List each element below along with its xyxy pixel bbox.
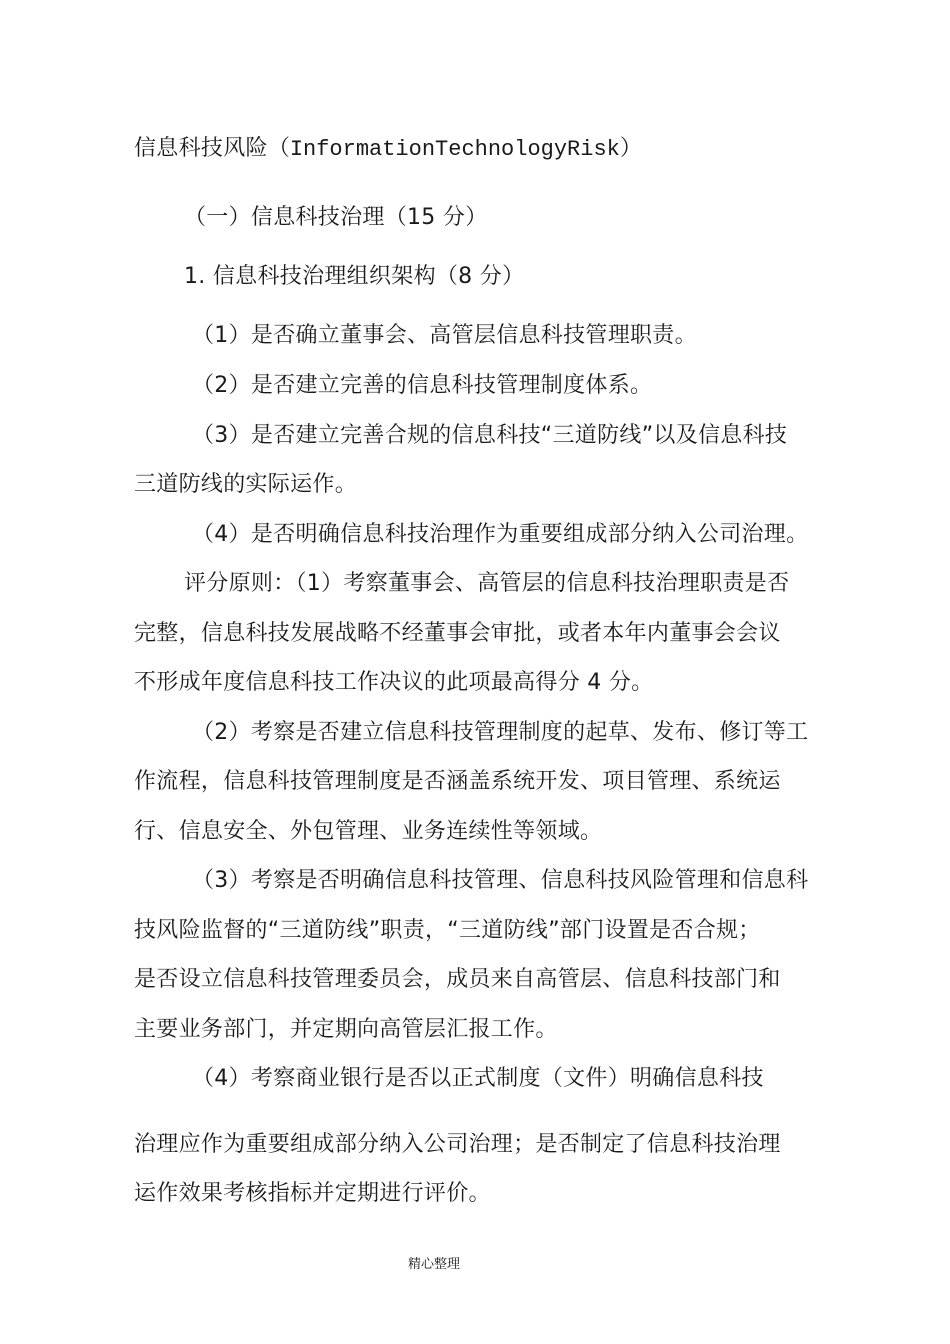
item-3: （3）是否建立完善合规的信息科技“三道防线”以及信息科技 <box>192 423 788 448</box>
item-3-continued: 三道防线的实际运作。 <box>134 472 358 497</box>
scoring-line: 评分原则：（1）考察董事会、高管层的信息科技治理职责是否 <box>184 571 790 596</box>
title-chinese: 信息科技风险 <box>134 136 268 161</box>
subsection-heading: 1. 信息科技治理组织架构（8 分） <box>184 264 525 289</box>
scoring-line: 完整，信息科技发展战略不经董事会审批，或者本年内董事会会议 <box>134 621 781 646</box>
scoring-line: 是否设立信息科技管理委员会，成员来自高管层、信息科技部门和 <box>134 967 781 992</box>
title-english: （InformationTechnologyRisk） <box>267 137 642 162</box>
item-2: （2）是否建立完善的信息科技管理制度体系。 <box>192 373 653 398</box>
page-footer: 精心整理 <box>408 1257 461 1272</box>
scoring-line: （2）考察是否建立信息科技管理制度的起草、发布、修订等工 <box>192 720 809 745</box>
scoring-line: 不形成年度信息科技工作决议的此项最高得分 4 分。 <box>134 670 654 695</box>
item-4: （4）是否明确信息科技治理作为重要组成部分纳入公司治理。 <box>192 522 809 547</box>
scoring-line: 行、信息安全、外包管理、业务连续性等领域。 <box>134 819 603 844</box>
section-heading: （一）信息科技治理（15 分） <box>184 205 488 230</box>
document-title <box>134 134 834 165</box>
scoring-line: 运作效果考核指标并定期进行评价。 <box>134 1181 491 1206</box>
scoring-line: 技风险监督的“三道防线”职责，“三道防线”部门设置是否合规； <box>134 918 761 943</box>
scoring-line: 主要业务部门，并定期向高管层汇报工作。 <box>134 1017 558 1042</box>
scoring-line: 治理应作为重要组成部分纳入公司治理；是否制定了信息科技治理 <box>134 1132 781 1157</box>
scoring-line: （3）考察是否明确信息科技管理、信息科技风险管理和信息科 <box>192 868 809 893</box>
scoring-line: 作流程，信息科技管理制度是否涵盖系统开发、项目管理、系统运 <box>134 769 781 794</box>
scoring-line: （4）考察商业银行是否以正式制度（文件）明确信息科技 <box>192 1066 764 1091</box>
item-1: （1）是否确立董事会、高管层信息科技管理职责。 <box>192 323 697 348</box>
